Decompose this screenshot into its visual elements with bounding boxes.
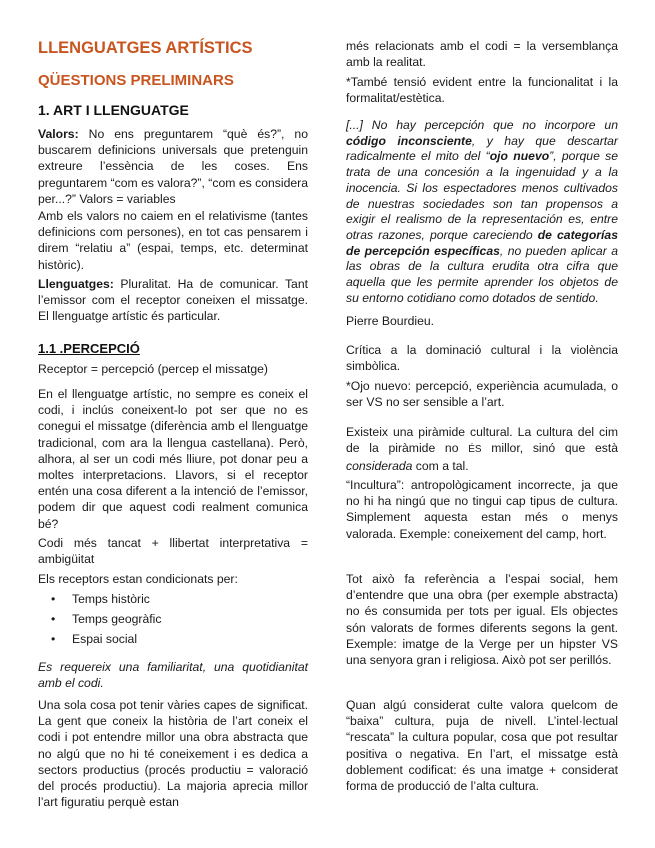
list-item: • Espai social — [38, 629, 308, 649]
paragraph-culte: Quan algú considerat culte valora quelcom de “baixa” cultura, puja de nivell. L’intel·lectual “rescata” la cultura popular, cosa que pot resultar positiva o negativa. En l’art, el missatge està doblement codificat: és una imatge + considerat forma de producció de l’alta cultura. — [346, 698, 618, 794]
bullet-icon: • — [51, 612, 56, 626]
list-item: • Temps històric — [38, 589, 308, 609]
bullet-icon: • — [51, 592, 56, 606]
section-heading-percepcio: 1.1 .PERCEPCIÓ — [38, 341, 140, 356]
text-llenguatges: Pluralitat. Ha de comunicar. Tant l’emissor com el receptor coneixen el missatge. El llenguatge artístic és particular. — [38, 277, 308, 324]
paragraph-receptors: Els receptors estan condicionats per: — [38, 572, 238, 586]
paragraph-incultura: “Incultura”: antropològicament incorrecte, ja que no hi ha ningú que no tingui cap tipus de cultura. Simplement aquesta estan més o menys valorada. Exemple: coneixement del camp, hort. — [346, 478, 618, 541]
paragraph-piramide: Existeix una piràmide cultural. La cultura del cim de la piràmide no ÉS millor, sinó que està considerada com a tal. — [346, 425, 618, 474]
label-llenguatges: Llenguatges: — [38, 277, 114, 291]
bullet-icon: • — [51, 632, 56, 646]
conditions-list — [38, 589, 308, 649]
paragraph-llenguatge-artistic: En el llenguatge artístic, no sempre es coneix el codi, i inclús coneixent-lo pot ser que no es conegui el missatge (diferència amb el llenguatge tradicional, com ara la llengua castellana). Però, alhora, al ser un codi més lliure, pot donar peu a moltes interpretacions. Llavors, si el receptor entén una cosa diferent a la intenció de l’emissor, podem dir que aquest codi realment comunica bé? — [38, 387, 308, 531]
paragraph-versemblanca: més relacionats amb el codi = la versemblança amb la realitat. — [346, 39, 618, 70]
paragraph-codi: Codi més tancat + llibertat interpretativa = ambigüitat — [38, 536, 308, 567]
chapter-heading: QÜESTIONS PRELIMINARS — [38, 72, 234, 89]
label-valors: Valors: — [38, 127, 79, 141]
paragraph-receptor: Receptor = percepció (percep el missatge) — [38, 362, 268, 376]
paragraph-critica: Crítica a la dominació cultural i la violència simbòlica. — [346, 343, 618, 374]
paragraph-valors — [38, 126, 308, 207]
quote-author: Pierre Bourdieu. — [346, 314, 435, 328]
text-valors: No ens preguntarem “què és?”, no buscarem definicions universals que pretenguin extreure l’essència de les coses. Ens preguntarem “com es valora?”, “com es considera per...?” Valors = variables — [38, 127, 308, 206]
document-title: LLENGUATGES ARTÍSTICS — [38, 39, 253, 57]
paragraph-familiaritat: Es requereix una familiaritat, una quotidianitat amb el codi. — [38, 660, 308, 691]
bourdieu-quote: [...] No hay percepción que no incorpore un código inconsciente, y hay que descartar radicalmente el mito del “ojo nuevo”, porque se trata de una concesión a la ingenuidad y a la inocencia. Si los espectadores menos cultivados de nuestras sociedades son tan propensos a exigir el realismo de la representación es, entre otras razones, porque careciendo de categorías de percepción específicas, no pueden aplicar a las obras de la cultura erudita otra cifra que aquella que les permite aprender los objetos de su entorno cotidiano como dotados de sentido. — [346, 118, 618, 305]
paragraph-relativisme: Amb els valors no caiem en el relativisme (tantes definicions com persones), en tot cas pensarem i direm “relatiu a” (espai, temps, etc. determinat històric). — [38, 209, 308, 272]
paragraph-capes-significat: Una sola cosa pot tenir vàries capes de significat. La gent que coneix la història de l’art coneix el codi i pot entendre millor una obra abstracta que no algú que no hi té coneixement i es dedica a sectors productius (procés productiu = valoració del procés productiu). La majoria aprecia millor l’art figuratiu perquè estan — [38, 698, 308, 810]
paragraph-espai-social: Tot això fa referència a l’espai social, hem d’entendre que una obra (per exemple abstracta) no és consumida per tots per igual. Els objectes són valorats de formes diferents segons la gent. Exemple: imatge de la Verge per un hipster VS una senyora gran i religiosa. Això pot ser perillós. — [346, 572, 618, 668]
paragraph-tensio: *També tensió evident entre la funcionalitat i la formalitat/estètica. — [346, 75, 618, 106]
paragraph-llenguatges — [38, 276, 308, 325]
paragraph-ojo-nuevo: *Ojo nuevo: percepció, experiència acumulada, o ser VS no ser sensible a l’art. — [346, 379, 618, 410]
section-heading-art-i-llenguatge: 1. ART I LLENGUATGE — [38, 102, 189, 118]
list-item: • Temps geogràfic — [38, 609, 308, 629]
